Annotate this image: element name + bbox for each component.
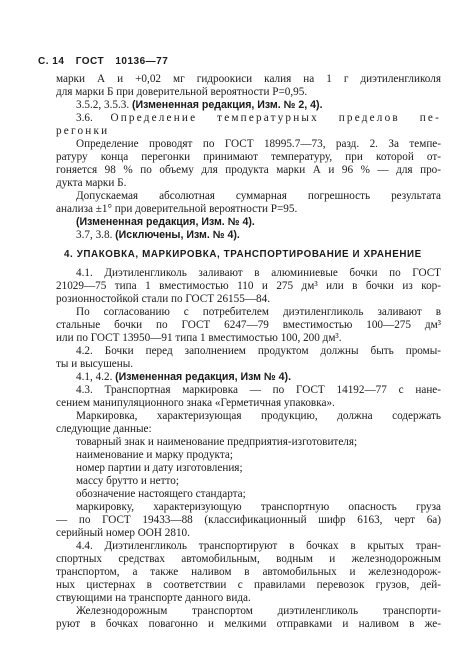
text-line: 3.5.2, 3.5.3. (Измененная редакция, Изм. № 2, 4). (76, 99, 323, 111)
amendment-note: (Измененная редакция, Изм. № 4). (76, 216, 255, 228)
text-line: ратуру конца перегонки принимают температуру, при которой от- (56, 151, 441, 163)
amendment-note: (Исключены, Изм. № 4). (115, 229, 240, 241)
text-line: 3.6. Определение температурных пределов пе- (76, 112, 441, 124)
text-line: 4.1. Диэтиленгликоль заливают в алюминиевые бочки по ГОСТ (76, 267, 441, 279)
spaced-heading: Определение температурных пределов пе- (110, 112, 441, 124)
text-line: Определение проводят по ГОСТ 18995.7—73, разд. 2. За темпе- (76, 138, 441, 150)
text-line: 3.7, 3.8. (Исключены, Изм. № 4). (76, 229, 240, 241)
text-line: стальные бочки по ГОСТ 6247—79 вместимостью 100—275 дм³ (56, 319, 441, 331)
text-line: По согласованию с потребителем диэтиленгликоль заливают в (76, 306, 441, 318)
spaced-heading: регонки (56, 125, 110, 137)
text-line: номер партии и дату изготовления; (76, 462, 243, 474)
text-line: наименование и марку продукта; (76, 449, 233, 461)
standard-label: ГОСТ (75, 56, 105, 67)
text-line: следующие данные: (56, 423, 152, 435)
text-line: руют в бочках повагонно и мелкими отправками и наливом в же- (56, 618, 441, 630)
text-line: для марки Б при доверительной вероятности P=0,95. (56, 86, 308, 98)
text-line: маркировку, характеризующую транспортную опасность груза (76, 501, 441, 513)
text-line: или по ГОСТ 13950—91 типа 1 вместимостью 100, 200 дм³. (56, 332, 342, 344)
text-line (56, 125, 441, 138)
text-line: Маркировка, характеризующая продукцию, должна содержать (76, 410, 441, 422)
text-line: сением манипуляционного знака «Герметичная упаковка». (56, 397, 335, 409)
text-line: Железнодорожным транспортом диэтиленгликоль транспорти- (76, 605, 441, 617)
text-line: обозначение настоящего стандарта; (76, 488, 246, 500)
text-line: Допускаемая абсолютная суммарная погрешность результата (76, 190, 441, 202)
text-line: товарный знак и наименование предприятия-изготовителя; (76, 436, 358, 448)
amendment-note: (Измененная редакция, Изм. № 2, 4). (131, 99, 323, 111)
text-line: — по ГОСТ 19433—88 (классификационный шифр 6163, черт 6а) (56, 514, 441, 526)
text-line: 21029—75 типа 1 вместимостью 110 и 275 дм³ или в бочки из кор- (56, 280, 441, 292)
text-line: спортных средствах автомобильным, водным и железнодорожным (56, 553, 441, 565)
amendment-note: (Измененная редакция, Изм № 4). (115, 371, 292, 383)
text-line: 4.3. Транспортная маркировка — по ГОСТ 14192—77 с нане- (76, 384, 441, 396)
standard-number: 10136—77 (115, 56, 169, 67)
text-line: дукта марки Б. (56, 177, 127, 189)
document-body (56, 73, 441, 631)
text-line: марки А и +0,02 мг гидроокиси калия на 1 г диэтиленгликоля (56, 73, 441, 85)
text-line: ствующими на транспорте данного вида. (56, 592, 251, 604)
text-line: серийный номер ООН 2810. (56, 527, 190, 539)
text-line: 4.4. Диэтиленгликоль транспортируют в бочках в крытых тран- (76, 540, 441, 552)
text-line: анализа ±1° при доверительной вероятности P=95. (56, 203, 298, 215)
text-line: ты и высушены. (56, 358, 134, 370)
text-line: 4.1, 4.2. (Измененная редакция, Изм № 4). (76, 371, 292, 383)
text-line: транспортом, а также наливом в автомобильных и железнодорож- (56, 566, 441, 578)
text-line (56, 216, 441, 229)
text-line: ных цистернах в соответствии с правилами перевозок грузов, дей- (56, 579, 441, 591)
page-number: С. 14 (38, 56, 65, 67)
text-line: массу брутто и нетто; (76, 475, 179, 487)
text-line: 4.2. Бочки перед заполнением продуктом должны быть промы- (76, 345, 441, 357)
text-line: гоняется 98 % по объему для продукта марки А и 96 % — для про- (56, 164, 441, 176)
page-header (38, 56, 176, 67)
section-heading: 4. УПАКОВКА, МАРКИРОВКА, ТРАНСПОРТИРОВАНИЕ И ХРАНЕНИЕ (64, 249, 422, 260)
text-line: розионностойкой стали по ГОСТ 26155—84. (56, 293, 271, 305)
